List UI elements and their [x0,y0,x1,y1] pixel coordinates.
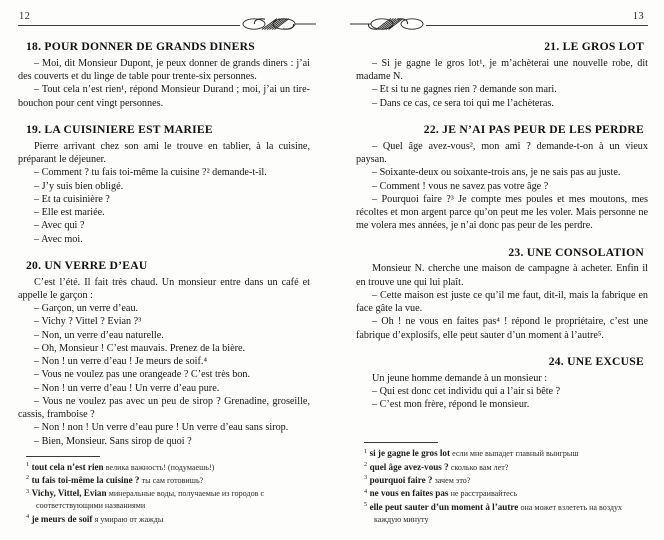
section-title-19: 19. LA CUISINIERE EST MARIEE [26,122,213,136]
footnote-marker: 4 [26,512,30,520]
left-running-head [18,0,310,34]
paragraph: – Garçon, un verre d’eau. [34,303,139,315]
footnote-marker: 3 [26,487,30,495]
paragraph: – Oh ! ne vous en faites pas⁴ ! répond le propriétaire, c’est une fabrique d’explosifs, elle peut sauter d’un moment à l’autre⁵. [356,316,648,341]
footnote-marker: 5 [364,500,368,508]
footnote-russian: я умираю от жажды [94,514,164,524]
paragraph: – Non, un verre d’eau naturelle. [34,329,164,341]
paragraph: – Cette maison est juste ce qu’il me faut, dit-il, mais la fabrique en face gâte la vue. [356,289,648,315]
footnote-french: elle peut sauter d’un moment à l’autre [369,501,519,512]
section-title-24: 24. UNE EXCUSE [548,354,644,368]
right-running-head [356,0,648,34]
footnote-french: tout cela n’est rien [31,461,104,472]
paragraph: – Comment ! vous ne savez pas votre âge ? [372,180,549,192]
section-title-20: 20. UN VERRE D’EAU [26,258,148,272]
paragraph: – Elle est mariée. [34,207,105,219]
section-title-22: 22. JE N’AI PAS PEUR DE LES PERDRE [423,122,644,136]
footnote [18,513,310,526]
paragraph: – Vous ne voulez pas une orangeade ? C’est très bon. [34,369,251,381]
left-page-footnotes [18,456,310,526]
section-title-21: 21. LE GROS LOT [544,40,644,53]
footnote [356,447,648,460]
paragraph: – Moi, dit Monsieur Dupont, je peux donner de grands diners : j’ai des couverts et du linge de table pour trente-six personnes. [18,57,310,83]
footnote-russian: она может взлететь на воздух каждую минуту [374,502,623,524]
right-page-footnotes [356,442,648,526]
calligraphic-flourish-ornament [240,15,318,33]
paragraph: – Comment ? tu fais toi-même la cuisine ?² demande-t-il. [34,167,267,179]
footnote-french: tu fais toi-même la cuisine ? [31,475,140,486]
paragraph: – Avec moi. [34,233,83,245]
right-page-folio: 13 [632,12,648,24]
footnote-french: je meurs de soif [31,513,93,524]
left-page-content [18,40,310,448]
footnote-marker: 3 [364,474,368,482]
section-title-23: 23. UNE CONSOLATION [508,245,644,259]
paragraph: – Vichy ? Vittel ? Evian ?³ [34,316,142,328]
footnote-marker: 4 [364,487,368,495]
paragraph: – Vous ne voulez pas avec un peu de sirop ? Grenadine, groseille, cassis, framboise ? [18,395,310,421]
footnote-french: ne vous en faites pas [369,488,449,499]
footnote-russian: минеральные воды, получаемые из городов с соответствующими названиями [36,489,265,511]
paragraph: – Si je gagne le gros lot¹, je m’achèterai une nouvelle robe, dit madame N. [356,57,648,83]
footnote-rule [364,442,438,443]
paragraph: – Et si tu ne gagnes rien ? demande son mari. [372,84,557,96]
paragraph: – Oh, Monsieur ! C’est mauvais. Prenez de la bière. [34,342,246,354]
section-title-18: 18. POUR DONNER DE GRANDS DINERS [26,40,255,53]
footnote-french: pourquoi faire ? [369,475,433,486]
footnote [18,474,310,487]
footnote-marker: 1 [364,447,368,455]
footnote-russian: сколько вам лет? [450,462,509,472]
right-page-content [356,40,648,412]
footnote-marker: 2 [364,460,368,468]
paragraph: – J’y suis bien obligé. [34,180,124,192]
paragraph: – Avec qui ? [34,220,85,232]
footnote-french: Vichy, Vittel, Evian [31,488,107,499]
paragraph: – Non ! un verre d’eau ! Un verre d’eau pure. [34,382,220,394]
left-page-folio: 12 [18,12,34,24]
footnote-russian: велика важность! (подумаешь!) [105,462,215,472]
footnote-marker: 2 [26,474,30,482]
paragraph: – Soixante-deux ou soixante-trois ans, je ne sais pas au juste. [372,167,621,179]
paragraph: – Qui est donc cet individu qui a l’air si bête ? [372,386,561,398]
footnote [356,461,648,474]
footnote [356,487,648,500]
paragraph: – Quel âge avez-vous², mon ami ? demande-t-on à un vieux paysan. [356,140,648,166]
footnote [18,461,310,474]
footnote-french: si je gagne le gros lot [369,448,450,459]
paragraph: Monsieur N. cherche une maison de campagne à acheter. Enfin il en trouve une qui lui plaît. [356,263,648,288]
footnote-russian: зачем это? [434,476,471,486]
footnote-russian: ты сам готовишь? [141,476,204,486]
footnote [356,474,648,487]
paragraph: – Et ta cuisinière ? [34,193,110,205]
paragraph: Un jeune homme demande à un monsieur : [372,372,548,384]
right-page [332,0,664,540]
paragraph: – Non ! non ! Un verre d’eau pure ! Un verre d’eau sans sirop. [34,422,289,434]
footnote [356,501,648,526]
paragraph: – Dans ce cas, ce sera toi qui me l’achèteras. [372,97,554,109]
footnote-russian: если мне выпадет главный выигрыш [452,449,579,459]
footnote [18,487,310,512]
paragraph: – Pourquoi faire ?³ Je compte mes poules et mes moutons, mes récoltes et mon argent parce qu’on peut me les voler. Mais personne ne me volera mes années, je n’ai donc pas peur de les perdre. [356,193,648,232]
calligraphic-flourish-ornament [348,15,426,33]
paragraph: – Tout cela n’est rien¹, répond Monsieur Durand ; moi, j’ai un tire-bouchon pour cent vingt personnes. [18,84,310,109]
paragraph: – Bien, Monsieur. Sans sirop de quoi ? [34,435,192,447]
paragraph: – Non ! un verre d’eau ! Je meurs de soif.⁴ [34,356,208,368]
paragraph: Pierre arrivant chez son ami le trouve en tablier, à la cuisine, préparant le déjeuner. [18,140,310,166]
footnote-russian: не расстраивайтесь [450,489,518,499]
footnote-french: quel âge avez-vous ? [369,461,449,472]
paragraph: – C’est mon frère, répond le monsieur. [372,399,530,411]
footnote-marker: 1 [26,460,30,468]
footnote-rule [26,456,100,457]
paragraph: C’est l’été. Il fait très chaud. Un monsieur entre dans un café et appelle le garçon : [18,276,310,301]
